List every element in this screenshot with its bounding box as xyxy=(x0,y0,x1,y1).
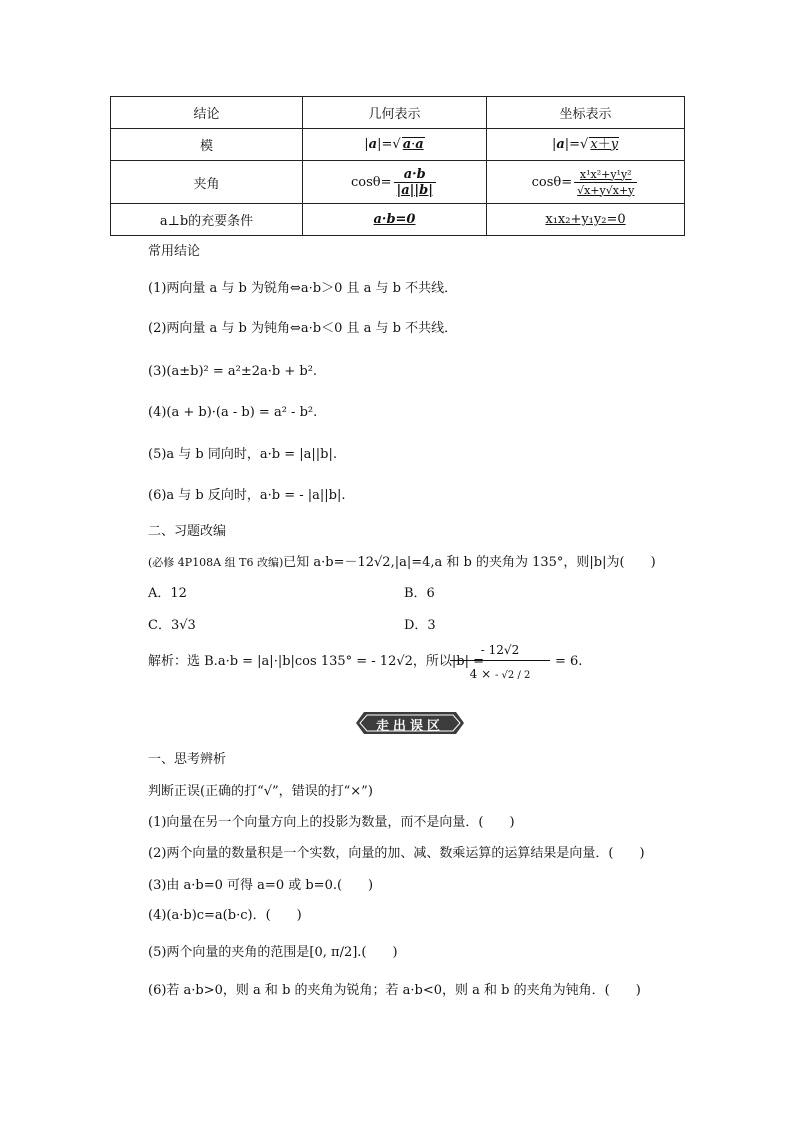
common-item-3: (3)(a±b)² = a²±2a·b + b². xyxy=(148,364,318,379)
option-c: C．3√3 xyxy=(148,618,196,633)
question-source: (必修 4P108A 组 T6 改编) xyxy=(148,556,284,569)
judge-item-2: (2)两个向量的数量积是一个实数，向量的加、减、数乘运算的运算结果是向量．( ) xyxy=(148,846,645,861)
row-label-perpendicular: a⊥b的充要条件 xyxy=(111,204,303,236)
angle-geo-num: a·b xyxy=(394,167,436,183)
row-label-angle: 夹角 xyxy=(111,161,303,204)
solution-numerator: - 12√2 xyxy=(450,640,550,661)
table-row-angle xyxy=(111,161,685,204)
angle-geo-den: |a||b| xyxy=(396,182,433,198)
header-coordinate: 坐标表示 xyxy=(487,97,685,129)
common-item-1: (1)两向量 a 与 b 为锐角⇔a·b＞0 且 a 与 b 不共线． xyxy=(148,281,458,296)
row-label-modulus: 模 xyxy=(111,129,303,161)
angle-geo-fraction xyxy=(394,167,436,198)
perp-coord-formula: x₁x₂+y₁y₂=0 xyxy=(545,212,626,227)
table-row-modulus xyxy=(111,129,685,161)
cell-modulus-geo xyxy=(303,129,487,161)
section3-instruction: 判断正误(正确的打“√”，错误的打“×”) xyxy=(148,784,373,799)
header-geometric: 几何表示 xyxy=(303,97,487,129)
cell-perp-coord xyxy=(487,204,685,236)
solution-result: = 6. xyxy=(555,654,583,669)
common-item-4: (4)(a + b)·(a - b) = a² - b². xyxy=(148,405,318,420)
section-banner xyxy=(356,712,464,734)
common-item-5: (5)a 与 b 同向时，a·b = |a||b|. xyxy=(148,447,337,462)
judge-item-3: (3)由 a·b=0 可得 a=0 或 b=0.( ) xyxy=(148,878,374,893)
question-text: 已知 a·b=－12√2,|a|=4,a 和 b 的夹角为 135°，则|b|为( ) xyxy=(283,555,656,570)
solution-denominator xyxy=(450,661,550,689)
table-header-row xyxy=(111,97,685,129)
angle-coord-num: x¹x²+y¹y² xyxy=(574,167,637,183)
banner-text: 走出误区 xyxy=(375,719,444,734)
section3-title: 一、思考辨析 xyxy=(148,752,227,767)
angle-geo-prefix: cosθ= xyxy=(351,174,392,190)
judge-item-6: (6)若 a·b>0，则 a 和 b 的夹角为锐角；若 a·b<0，则 a 和 b 的夹角为钝角．( ) xyxy=(148,983,641,998)
common-item-6: (6)a 与 b 反向时，a·b = - |a||b|. xyxy=(148,488,346,503)
solution-text: 解析：选 B.a·b = |a|·|b|cos 135° = - 12√2，所以|b| = xyxy=(148,654,485,669)
modulus-coord-formula: |a|=√ x＋y xyxy=(551,137,619,152)
header-conclusion: 结论 xyxy=(111,97,303,129)
judge-item-4: (4)(a·b)c=a(b·c)．( ) xyxy=(148,908,302,923)
angle-coord-den: √x+y√x+y xyxy=(577,183,635,197)
judge-item-1: (1)向量在另一个向量方向上的投影为数量，而不是向量．( ) xyxy=(148,815,515,830)
solution-den-inner: - √2 / 2 xyxy=(494,670,531,681)
option-a: A．12 xyxy=(148,586,187,601)
modulus-geo-formula: |a|=√ a·a xyxy=(364,137,424,152)
solution-fraction xyxy=(450,640,550,689)
cell-angle-geo xyxy=(303,161,487,204)
section2-title: 二、习题改编 xyxy=(148,524,227,539)
table-row-perpendicular xyxy=(111,204,685,236)
cell-modulus-coord xyxy=(487,129,685,161)
cell-angle-coord xyxy=(487,161,685,204)
option-d: D．3 xyxy=(404,618,436,633)
option-b: B．6 xyxy=(404,586,435,601)
judge-item-5: (5)两个向量的夹角的范围是[0, π/2].( ) xyxy=(148,945,398,960)
common-title: 常用结论 xyxy=(148,244,201,259)
angle-coord-prefix: cosθ= xyxy=(531,174,573,190)
solution-den-text: 4 × xyxy=(469,667,492,681)
common-item-2: (2)两向量 a 与 b 为钝角⇔a·b＜0 且 a 与 b 不共线． xyxy=(148,321,458,336)
angle-coord-fraction xyxy=(574,167,637,198)
summary-table xyxy=(110,96,685,236)
section2-question xyxy=(148,555,656,571)
cell-perp-geo xyxy=(303,204,487,236)
perp-geo-formula: a·b=0 xyxy=(373,212,416,227)
